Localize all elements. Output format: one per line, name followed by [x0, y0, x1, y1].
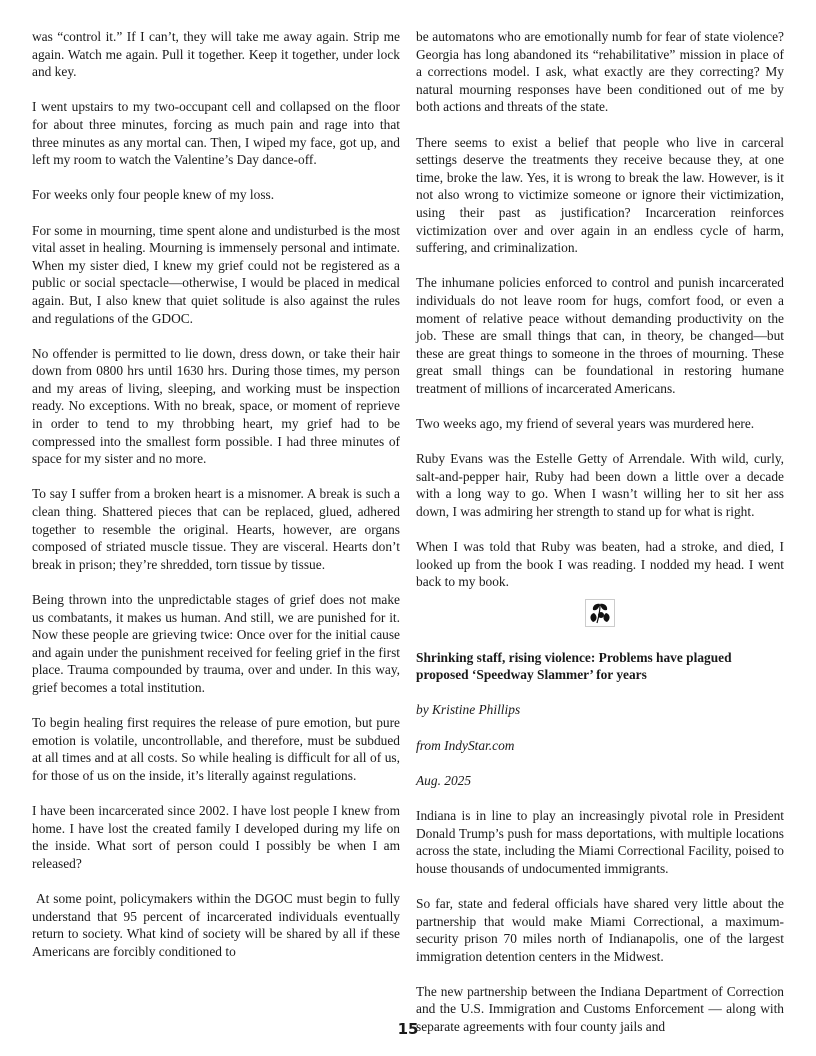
body-paragraph: Two weeks ago, my friend of several years was murdered here. — [416, 416, 755, 432]
article-headline: Shrinking staff, rising violence: Problems have plagued proposed ‘Speedway Slammer’ for years — [416, 649, 732, 683]
article-paragraph: Indiana is in line to play an increasingly pivotal role in President Donald Trump’s push for mass deportations, with multiple locations across the state, including the Miami Correctional Facility, poised to house thousands of undocumented immigrants. — [416, 807, 784, 876]
article-source: from IndyStar.com — [416, 737, 515, 753]
body-paragraph: For some in mourning, time spent alone and undisturbed is the most vital asset in healing. Mourning is immensely personal and intimate. When my sister died, I knew my grief could not be registered as a public or social spectacle—otherwise, I would be placed in medical again. But, I also knew that quiet solitude is also against the rules and regulations of the GDOC. — [32, 222, 400, 326]
body-paragraph: be automatons who are emotionally numb for fear of state violence? Georgia has long abandoned its “rehabilitative” mission in place of a corrections model. I ask, what exactly are they correcting? My natural mourning responses have been conditioned out of me by both actions and threats of the state. — [416, 29, 784, 115]
body-paragraph: At some point, policymakers within the DGOC must begin to fully understand that 95 percent of incarcerated individuals eventually return to society. What kind of society will be shared by all if these Americans are forcibly conditioned to — [32, 891, 404, 959]
body-paragraph: For weeks only four people knew of my loss. — [32, 187, 275, 203]
body-paragraph: No offender is permitted to lie down, dress down, or take their hair down from 0800 hrs until 1630 hrs. During those times, my person and my areas of living, sleeping, and working must be inspection ready. No exceptions. With no break, space, or moment of reprieve in order to tend to my throbbing heart, my grief had to be compressed into the smallest form possible. I had three minutes of space for my sister and no more. — [32, 345, 400, 467]
left-column — [32, 28, 404, 978]
fleuron-leaf-icon — [585, 599, 615, 627]
body-paragraph: There seems to exist a belief that people who live in carceral settings deserve the treatments they receive because they, at one time, broke the law. Yes, it is wrong to break the law. However, is it not also wrong to victimize someone or ignore their victimization, using their past as justification? Incarceration reinforces victimization over and over again in an endless cycle of harm, suffering, and criminalization. — [416, 134, 784, 256]
body-paragraph: To begin healing first requires the release of pure emotion, but pure emotion is volatile, uncontrollable, and therefore, must be subdued at all times and at all costs. So while healing is difficult for all of us, for those of us on the inside, it’s literally against regulations. — [32, 715, 400, 783]
body-paragraph: was “control it.” If I can’t, they will take me away again. Strip me again. Watch me again. Pull it together. Keep it together, under lock and key. — [32, 29, 400, 80]
body-paragraph: I have been incarcerated since 2002. I have lost people I knew from home. I have lost the created family I developed during my life on the inside. What sort of person could I possibly be when I am released? — [32, 803, 400, 871]
section-divider — [416, 599, 784, 627]
article-byline: by Kristine Phillips — [416, 702, 521, 718]
body-paragraph: The inhumane policies enforced to control and punish incarcerated individuals do not leave room for hugs, comfort food, or even a moment of relative peace without demanding productivity on the job. These are small things that can, in theory, be changed—but these are great things to someone in the throes of mourning. These great small things can be foundational in restoring humane treatment of millions of incarcerated Americans. — [416, 275, 784, 396]
body-paragraph: I went upstairs to my two-occupant cell and collapsed on the floor for about three minutes, forcing as much pain and rage into that three minutes as any mortal can. Then, I wiped my face, got up, and left my room to watch the Valentine’s Day dance-off. — [32, 99, 400, 168]
body-paragraph: To say I suffer from a broken heart is a misnomer. A break is such a clean thing. Shattered pieces that can be replaced, glued, adhered together to resemble the original. Hearts, however, are organs composed of striated muscle tissue. They are visceral. Hearts don’t break in prison; they’re shredded, torn tissue by tissue. — [32, 486, 400, 572]
right-column — [416, 28, 784, 1053]
article-header — [416, 649, 784, 790]
article-paragraph: The new partnership between the Indiana Department of Correction and the U.S. Immigration and Customs Enforcement — along with separate agreements with four county jails and — [416, 983, 784, 1035]
body-paragraph: Being thrown into the unpredictable stages of grief does not make us combatants, it makes us human. And still, we are punished for it. Now these people are grieving twice: Once over for the initial cause and again under the punishment received for feeling grief in the first place. Trauma compounded by trauma, over and under. In this way, grief becomes a total institution. — [32, 592, 400, 695]
article-paragraph: So far, state and federal officials have shared very little about the partnership that would make Miami Correctional, a maximum-security prison 70 miles north of Indianapolis, one of the largest immigration detention centers in the Midwest. — [416, 895, 784, 964]
article-date: Aug. 2025 — [416, 772, 472, 788]
page-number: 15 — [397, 1020, 419, 1038]
body-paragraph: Ruby Evans was the Estelle Getty of Arrendale. With wild, curly, salt-and-pepper hair, Ruby had been down a little over a decade with a long way to go. When I wasn’t willing her to sit her ass down, I was admiring her strength to stand up for what is right. — [416, 451, 784, 520]
body-paragraph: When I was told that Ruby was beaten, had a stroke, and died, I looked up from the book I was reading. I nodded my head. I went back to my book. — [416, 539, 784, 590]
